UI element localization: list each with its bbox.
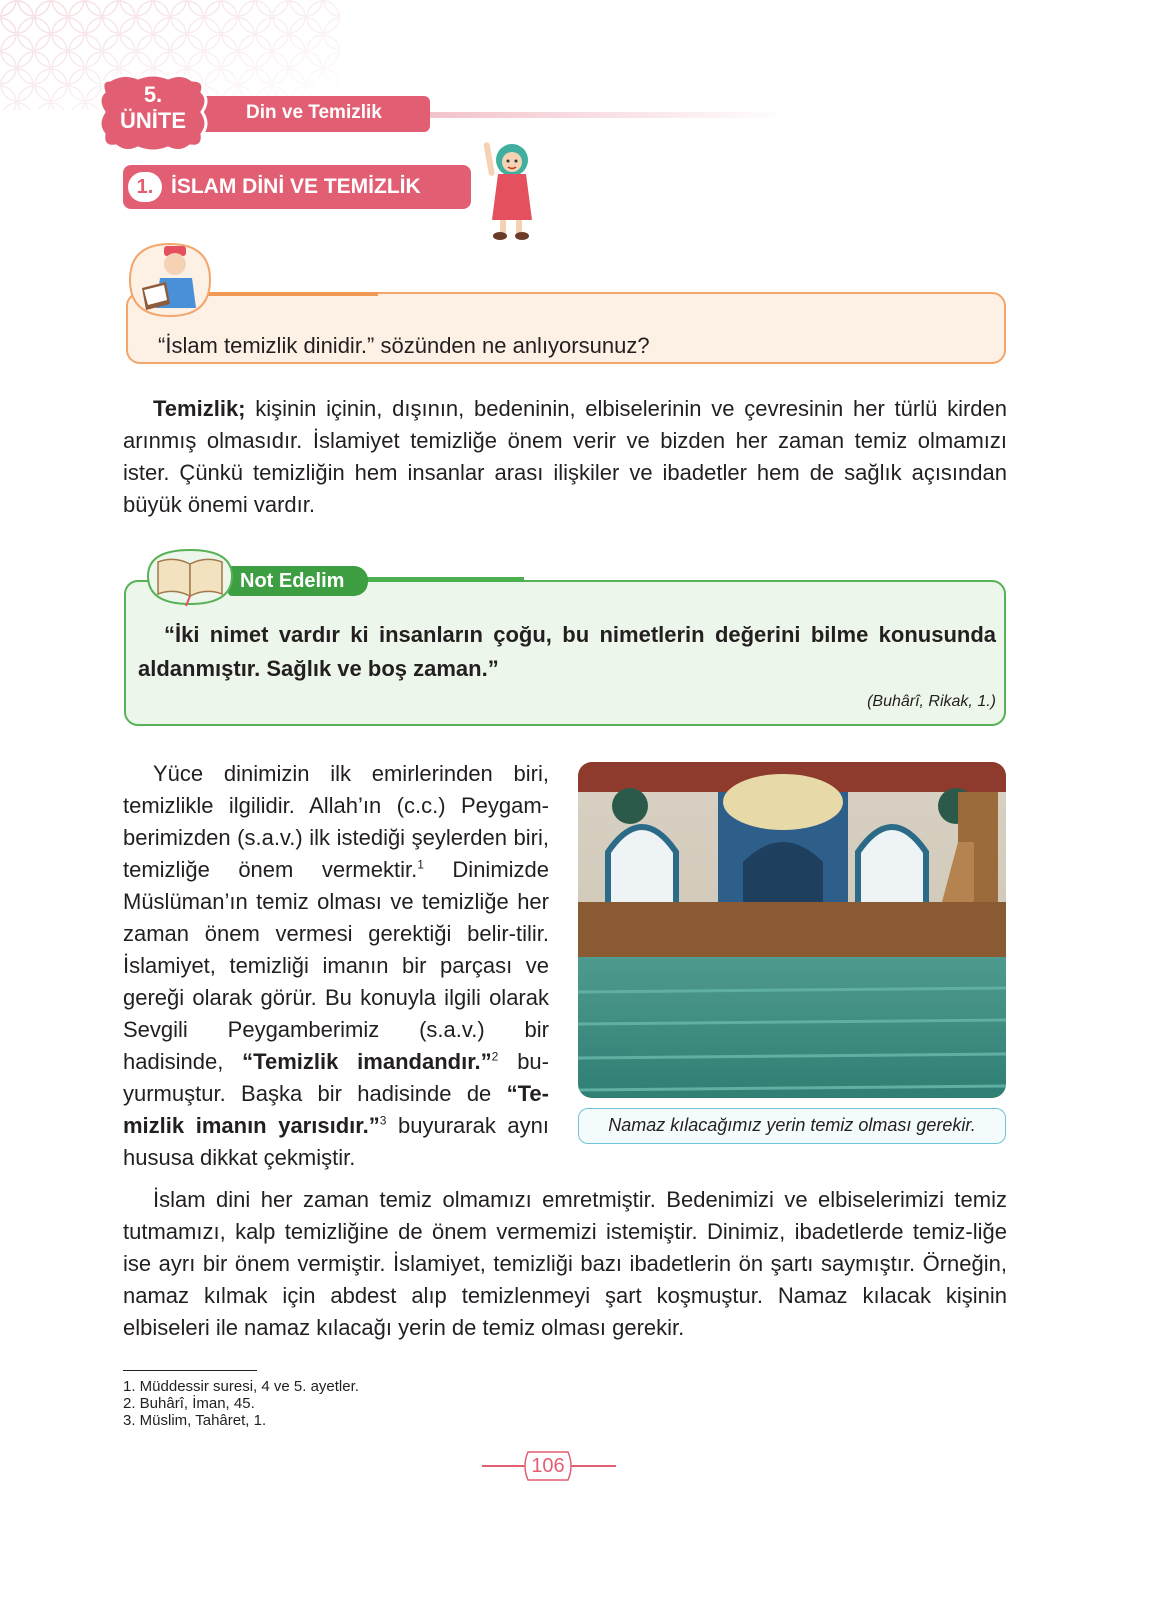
girl-illustration-icon [478,138,538,244]
footnote-3: 3. Müslim, Tahâret, 1. [123,1412,267,1429]
open-book-icon [140,546,240,608]
reading-boy-icon [120,238,220,322]
question-box-accent [208,292,378,296]
hadith-quote-1: “Temizlik imandandır.” [242,1049,492,1074]
footnote-ref-2: 2 [491,1049,499,1064]
section-number: 1. [128,172,162,202]
footnotes [123,1378,359,1429]
note-label: Not Edelim [228,566,368,596]
section-title: İSLAM DİNİ VE TEMİZLİK [123,165,471,209]
paragraph-hadith-part4: buyurarak aynı hususa dikkat çekmiştir. [123,1113,549,1170]
paragraph-hadith [123,758,549,1174]
unit-label: ÜNİTE [120,108,186,133]
unit-title-fade [430,112,790,118]
paragraph-hadith-part2: Dinimizde Müslüman’ın temiz olması ve temizliğe her zaman önem vermesi gerektiği belir-tilir. İslamiyet, temizliği imanın bir parçası ve gereği olarak görür. Bu konuyla ilgili olarak Sevgili Peygamberimiz (s.a.v.) bir hadisinde, [123,857,549,1074]
footnote-2: 2. Buhârî, İman, 45. [123,1395,255,1412]
page-number: 106 [531,1455,565,1477]
hadith-source: (Buhârî, Rikak, 1.) [867,693,996,710]
footnote-ref-3: 3 [379,1113,387,1128]
note-box-accent [358,577,524,582]
paragraph-hadith-part1: Yüce dinimizin ilk emirlerinden biri, temizlikle ilgilidir. Allah’ın (c.c.) Peygam-berimizden (s.a.v.) ilk istediği şeylerden biri, temizliğe önem vermektir. [123,761,549,882]
footnote-ref-1: 1 [417,857,424,872]
definition-term: Temizlik; [153,396,246,421]
hadith-quote-2: “Te-mizlik imanın yarısıdır.” [123,1081,549,1138]
hadith-quote: “İki nimet vardır ki insanların çoğu, bu nimetlerin değerini bilme konusunda aldanmıştır. Sağlık ve boş zaman.” [138,622,996,681]
page-number-line-right [570,1465,616,1467]
photo-caption: Namaz kılacağımız yerin temiz olması gerekir. [578,1108,1006,1144]
paragraph-definition [123,393,1007,521]
question-text: “İslam temizlik dinidir.” sözünden ne anlıyorsunuz? [158,333,650,358]
unit-number: 5. [143,82,163,107]
unit-title: Din ve Temizlik [190,96,430,132]
unit-badge-label [108,82,198,134]
footnote-divider [123,1370,257,1371]
paragraph-worship: İslam dini her zaman temiz olmamızı emretmiştir. Bedenimizi ve elbiselerimizi temiz tutmamızı, kalp temizliğine de önem vermemizi istemiştir. Dinimiz, ibadetlerde temiz-liğe ise ayrı bir önem vermiştir. İslamiyet, temizliği bazı ibadetlerin ön şartı saymıştır. Örneğin, namaz kılmak için abdest alıp temizlenmeyi şart koşmuştur. Namaz kılacak kişinin elbiseleri ile namaz kılacağı yerin de temiz olması gerekir. [123,1187,1007,1340]
footnote-1: 1. Müddessir suresi, 4 ve 5. ayetler. [123,1378,359,1395]
definition-text: kişinin içinin, dışının, bedeninin, elbiselerinin ve çevresinin her türlü kirden arınmış olmasıdır. İslamiyet temizliğe önem verir ve bizden her zaman temiz olmamızı ister. Çünkü temizliğin hem insanlar arası ilişkiler ve ibadetler hem de sağlık açısından büyük önemi vardır. [123,396,1007,517]
paragraph-hadith-part3: bu-yurmuştur. Başka bir hadisinde de [123,1049,549,1106]
mosque-interior-photo [578,762,1006,1098]
